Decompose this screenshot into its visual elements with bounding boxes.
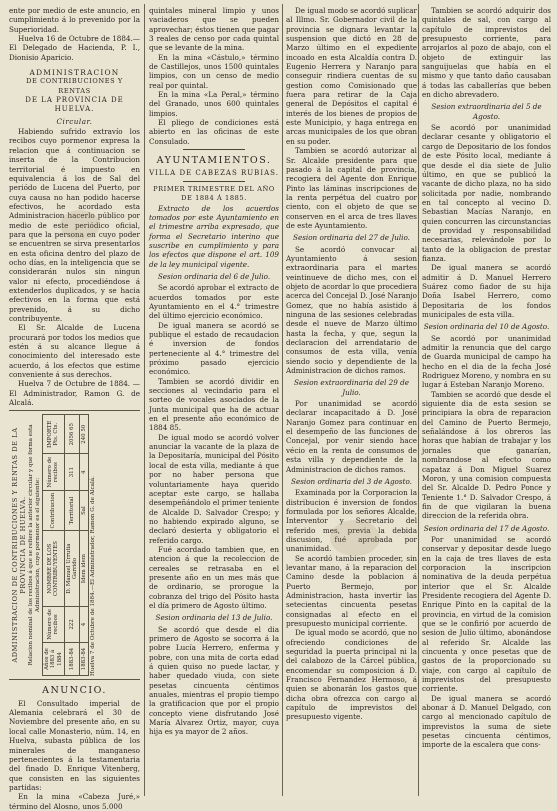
section-title-ayuntamientos: AYUNTAMIENTOS.	[156, 155, 272, 167]
paragraph: Se acordó aprobar el extracto de acuerdos tomados por este Ayuntamiento en el 4.° trimestre del último ejercicio económico.	[149, 283, 279, 321]
column-rule	[144, 4, 145, 796]
table-cell: D. Manuel Urrutia Garrido	[64, 531, 79, 606]
session-heading: Sesion ordinaria del 3 de Agosto.	[291, 476, 412, 486]
table-cell: 1883-84	[79, 643, 88, 676]
session-heading: Sesion ordinaria del 27 de Julio.	[293, 233, 410, 243]
paragraph: Por unanimidad se acordó conservar y depositar desde luego en la caja de tres llaves de esta corporacion la inscripcion nominativa de la deuda perpétua interior que el Sr. Alcalde Presidente recogiera del Agente D. Enrique Pinto en la capital de la provincia, en virtud de la comision que se le confirió por acuerdo de sesion de Julio último, abonándose al referido Sr. Alcalde las cincuenta y once pesetas que de gastos de la proporcionado su viaje, con cargo al capítulo de imprevistos del presupuesto corriente.	[422, 534, 551, 694]
paragraph: Se acordó convocar al Ayuntamiento á sesion extraordinaria para el martes veintinueve de dicho mes, con el objeto de acordar lo que procediera acerca del Concejal D. José Naranjo Gomez, que no había asistido á ninguna de las sesiones celebradas desde el nueve de Marzo último hasta la fecha, y que, segun la declaracion del arrendatario de consumos de esta villa, venía siendo socio y dependiente de la Administracion de dichos ramos.	[286, 244, 417, 376]
receipts-table	[42, 414, 89, 676]
session-heading: Sesion extraordinaria del 29 de Julio.	[294, 378, 409, 397]
table-cell: 1883-84	[64, 643, 79, 676]
paragraph: Examinada por la Corporacion la distribucion é inversion de fondos formulada por los señores Alcalde, Interventor y Secretario del referido mes, previa la debida discusion, fué aprobada por unanimidad.	[286, 488, 417, 554]
session-heading: Sesion extraordinaria del 5 de Agosto.	[431, 102, 542, 121]
column-rule	[418, 4, 419, 796]
paragraph: De igual manera se acordó admitir á D. Manuel Herrero Suárez como fiador de su hija Doña Isabel Herrero, como Depositaria de los fondos municipales de esta villa.	[422, 263, 551, 319]
paragraph: En la mina «Cabeza Juré,» término del Alosno, unos 5.000	[9, 792, 140, 811]
paragraph: ente por medio de este anuncio, en cumplimiento á lo prevenido por la Superioridad.	[9, 6, 140, 34]
paragraph: En la mina «Cástulo,» término de Castillejos, unos 1500 quintales limpios, con un censo de medio real por quintal.	[149, 52, 279, 90]
table-cell: 2056 65	[64, 415, 79, 455]
table-title: ADMINISTRACION DE CONTRIBUCIONES Y RENTAS DE LA PROVINCIA DE HUELVA.	[10, 427, 27, 664]
paragraph: Tambien se acordó adquirir dos quintales de sal, con cargo al capítulo de imprevistos del presupuesto corriente, para arrojarlos al pozo de abajo, con el objeto de extinguir las sanguijuelas que había en el mismo y que tanto daño causaban á todas las caballerías que beben en dicho abrevadero.	[422, 6, 551, 100]
table-cell: 311	[64, 454, 79, 490]
paragraph: Tambien se acordó dividir en secciones al vecindario para el sorteo de vocales asociados de la Junta municipal que ha de actuar en el presente año económico de 1884 85.	[149, 376, 279, 433]
table-row	[79, 415, 88, 676]
rotated-table-block	[9, 410, 140, 680]
paragraph: Tambien se acordó que desde el siguiente dia de esta sesion se principiara la obra de reparacion del Camino de Puerto Bermejo, señalándose á los obreros las horas que habían de trabajar y los jornales que ganarían, nombrandose al efecto como capataz á Don Miguel Suarez Moron, y una comision compuesta del Sr. Alcalde D. Pedro Ponce y Teniente 1.° D. Salvador Crespo, á fin de que vigilaran la buena direccion de la referida obra.	[422, 389, 551, 521]
table-header: Número de recibos	[42, 454, 64, 490]
section-heading: DE LA PROVINCIA DE HUELVA.	[25, 96, 124, 114]
table-cell: 222	[64, 607, 79, 643]
paragraph: De igual modo se acordó, que no ofreciendo condiciones de seguridad la puerta principal ni la del calabozo de la Cárcel pública, encomendar su composicion á D. Francisco Fernandez Hermoso, á quien se abonarán los gastos que dicha obra ofrezca con cargo al capítulo de imprevistos del presupuesto vigente.	[286, 628, 417, 722]
signature: Huelva 7 de Octubre de 1884. —El Administrador, Ramon G. de Alcalá.	[9, 379, 140, 408]
paragraph: Se acordó que desde el dia primero de Agosto se socorra á la pobre Lucía Herrero, enferma y pobre, con una mita de corta edad á quien quiso no puede lactar, y haber quedado viuda, con siete pesetas cincuenta céntimos anuales, mientras el propio tiempo la gratificacion que por el propio concepto viene disfrutando José María Alvarez Ortiz, mayor, cuya hija es ya mayor de 2 años.	[149, 624, 279, 737]
column-4	[422, 6, 551, 796]
table-header: Número de recibos	[42, 607, 64, 643]
table-header-row	[42, 415, 64, 676]
signature: Huelva 16 de Octubre de 1884.—El Delegado de Hacienda, P. I., Dionisio Aparicio.	[9, 34, 140, 62]
table-cell: Territorial	[64, 491, 79, 532]
anuncio-title: ANUNCIO.	[42, 685, 107, 697]
table-cell: 4	[79, 454, 88, 490]
paragraph: Por unanimidad se acordó declarar incapacitado á D. José Naranjo Gomez para continuar en el desempeño de las funciones de Concejal, por venir siendo hace vécio en la renta de consumos de esta villa y dependiente de la Administracion de dichos ramos.	[286, 399, 417, 474]
section-heading: ADMINISTRACION	[29, 68, 120, 78]
paragraph: Se acordó tambien proceder, sin levantar mano, á la reparacion del Camino desde la poblacion á Puerto Bermejo, por Administracion, hasta invertir las setecientas cincuenta pesetas consignadas al efecto en el presupuesto municipal corriente.	[286, 553, 417, 628]
trimester-heading: PRIMER TRIMESTRE DEL AÑO DE 1884 Á 1885.	[153, 184, 275, 203]
paragraph: quintales mineral limpio y unos vaciaderos que se pueden aprovechar; éstos tienen que pagar 3 reales de censo por cada quintal que se levante de la mina.	[149, 6, 279, 53]
divider	[183, 149, 245, 150]
column-rule	[282, 4, 283, 796]
table-cell: Idem idem	[79, 531, 88, 606]
column-2	[149, 6, 279, 796]
table-subtitle: Relacion nominal de los recibos á que se refiere la anterior circular y que forma esta Administracion, cuyo pormenor es el siguiente:	[27, 424, 41, 666]
paragraph: De igual modo se acordó volver anunciar la vacante de la plaza de la Depositaría, municipal del Pósito local de esta villa, mediante á que por no haber persona que voluntariamente haya querido aceptar este cargo, se hallaba desempeñándolo el primer teniente de Alcalde D. Salvador Crespo; y no habiendo expirado alguno, se declaró desierta y obligatorio el referido cargo.	[149, 432, 279, 545]
paragraph: El pliego de condiciones está abierto en las oficinas de este Consulado.	[149, 118, 279, 146]
table-footer: Huelva 7 de Octubre de 1884.—El Administrador, Ramon G. de Alcalá.	[89, 476, 96, 677]
session-heading: Sesion ordinaria del 10 de Agosto.	[423, 322, 550, 332]
session-heading: Sesion ordinaria del 17 de Agosto.	[423, 523, 550, 533]
table-header: Años de 1883 á 1884	[42, 643, 64, 676]
table-header: Contribucion	[42, 491, 64, 532]
session-heading: Sesion ordinaria del 13 de Julio.	[155, 613, 273, 623]
column-3	[286, 6, 417, 796]
table-header: IMPORTE Pts. Cts.	[42, 415, 64, 455]
rotated-table	[11, 414, 139, 676]
table-cell: 4	[79, 607, 88, 643]
circular-label: Circular.	[56, 116, 93, 126]
paragraph: El Consultado imperial de Alemania celebrará el 30 de Noviembre del presente año, en su local calle Monasterio, núm. 14, en Huelva, subasta pública de los minerales de manganeso pertenecientes á la testamentaria del finado D. Enrique Vitenberg, que consisten en las siguientes partidas:	[9, 698, 140, 792]
paragraph: Se acordó por unanimidad declarar cesante y obligatorio el cargo de Depositario de los fondos de este Pósito local, mediante á que desde el dia siete de Julio último, en que se publicó la vacante de dicho plaza, no ha sido solicitada por nadie, nombrando en tal concepto al vecino D. Sebastian Macías Naranjo, en quien concurren las circunstancias de providad y responsabilidad necesarias, relevándole por lo tanto de la obligacion de prestar fianza.	[422, 123, 551, 263]
paragraph: Fué acordado tambien que, en atencion á que la recoleccion de cereales se retrasaba en el presente año en un mes más que de ordinario, se prorogue la cobranza del trigo del Pósito hasta el día primero de Agosto último.	[149, 544, 279, 610]
paragraph: De igual manera se acordó abonar á D. Manuel Delgado, con cargo al mencionado capítulo de imprevistos la suma de siete pesetas cincuenta céntimos, importe de la escalera que cons-	[422, 693, 551, 750]
paper-stain	[60, 210, 100, 240]
extract-intro: Extracto de los acuerdos tomados por este Ayuntamiento en el trimestre arriba expresado, que forma el Secretario interino que suscribe en cumplimiento y para los efectos que dispone el art. 109 de la ley municipal vigente.	[149, 203, 279, 269]
session-heading: Sesion ordinaria del 6 de Julio.	[157, 271, 271, 281]
paper-stain	[330, 520, 380, 556]
town-heading: VILLA DE CABEZAS RUBIAS.	[149, 168, 279, 177]
table-header: NOMBRE DE LOS CONTRIBUYENTES	[42, 531, 64, 606]
paragraph: Se acordó por unanimidad admitir la renuncia que del cargo de Guarda municipal de campo ha hecho en el dia de la fecha José Rodriguez Moreno, y nombra en su lugar á Esteban Naranjo Moreno.	[422, 333, 551, 390]
paragraph: En la mina «La Peral,» término del Granado, unos 600 quintales limpios.	[149, 90, 279, 118]
paragraph: El Sr. Alcalde de Lucena procurará por todos los medios que estén á su alcance llegue á conocimiento del interesado este acuerdo, á los efectos que estime conveniente á sus derechos.	[9, 323, 140, 380]
paragraph: Habiendo sufrido extravío los recibos cuyo pormenor expresa la relacion que á continuacion se inserta de la Contribucion territorial é impuesto en equivalencia á los de Sal del periódo de Lucena del Puerto, por cuya causa no han podido hacerse efectivos, he acordado esta Administracion hacerlo público por medio de este periódico oficial, para que la persona en cuyo poder se encuentren se sirva presentarlos en esta oficina dentro del plazo de ocho días, en la inteligencia que se considerarán nulos sin ningun valor ni efecto, procediéndose á extenderlos duplicados, y se hacia efectivos en la forma que está prevenido, á su dicho contribuyente.	[9, 127, 140, 323]
table-row	[64, 415, 79, 676]
column-1	[9, 6, 140, 811]
table-cell: Sal	[79, 491, 88, 532]
table-cell: 240 50	[79, 415, 88, 455]
section-heading: DE CONTRIBUCIONES Y RENTAS	[26, 77, 123, 95]
divider	[183, 181, 245, 182]
paragraph: De igual modo se acordó suplicar al Illmo. Sr. Gobernador civil de la provincia se dignara levantar la suspension que dictó en 28 de Marzo último en el expediente incoado en esta Alcaldía contra D. Eugenio Herrera y Naranjo para conseguir rindiera cuentas de su gestion como Comisionado que fuera para retirar de la Caja general de Depósitos el capital é interés de los bienes de propios de este Municipio, y haga entrega en arcas municipales de los que obran en su poder.	[286, 6, 417, 146]
paragraph: Tambien se acordó autorizar al Sr. Alcalde presidente para que pasado á la capital de provincia, recogiera del Agente don Enrique Pinto las láminas inscripciones de la renta perpétua del cuatro por ciento, con el objeto de que se conserven en el arca de tres llaves de este Ayuntamiento.	[286, 146, 417, 230]
paragraph: De igual manera se acordó se publique el estado de recaudacion é inversion de fondos perteneciente al 4.° trimestre del próximo pasado ejercicio económico.	[149, 320, 279, 377]
